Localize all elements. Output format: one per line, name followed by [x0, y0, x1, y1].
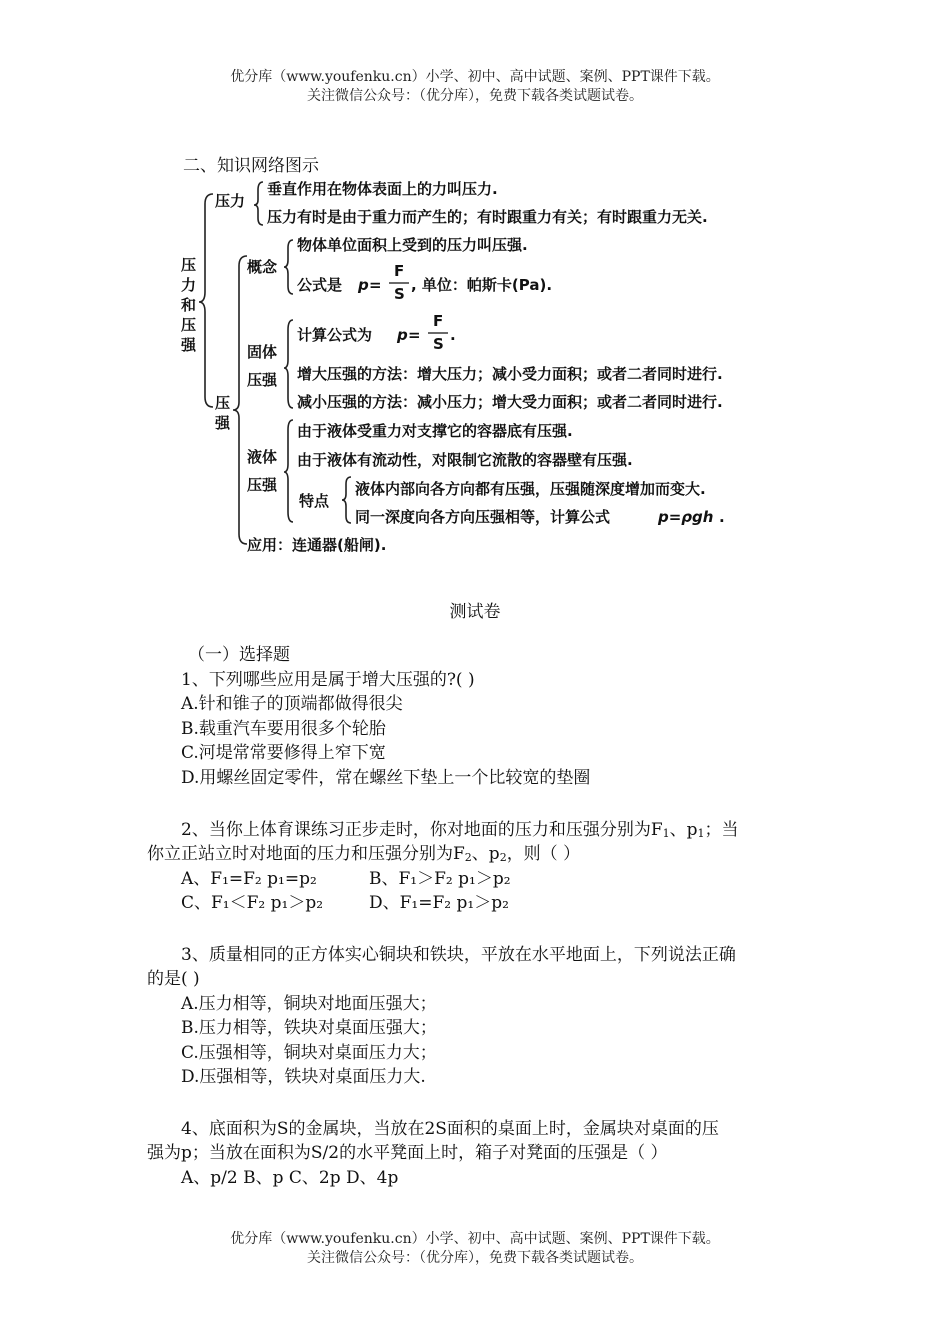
concept-formula-prefix: 公式是 — [297, 276, 343, 294]
feature-2-prefix: 同一深度向各方向压强相等，计算公式 — [355, 508, 611, 526]
footer-line-1: 优分库（www.youfenku.cn）小学、初中、高中试题、案例、PPT课件下载。 — [230, 1231, 720, 1247]
liquid-label: 液体 — [247, 448, 278, 466]
solid-decrease-method: 减小压强的方法：减小压力；增大受力面积；或者二者同时进行. — [297, 393, 723, 411]
pressure-force-brace — [254, 182, 263, 225]
liquid-line-2: 由于液体有流动性，对限制它流散的容器壁有压强. — [297, 451, 633, 469]
main-brace — [199, 194, 213, 407]
solid-brace — [284, 320, 293, 408]
root-label-char: 和 — [181, 296, 197, 314]
features-brace — [342, 477, 351, 523]
question-1-option: A.针和锥子的顶端都做得很尖 — [181, 694, 403, 714]
pressure-label-char: 压 — [215, 394, 231, 412]
pressure-force-label: 压力 — [215, 192, 246, 210]
concept-formula-var: p — [358, 276, 369, 294]
question-3-option: A.压力相等，铜块对地面压强大； — [181, 994, 437, 1014]
concept-formula-denominator: S — [394, 285, 405, 303]
concept-formula-numerator: F — [394, 262, 405, 280]
liquid-line-1: 由于液体受重力对支撑它的容器底有压强. — [297, 422, 573, 440]
question-1-option: B.载重汽车要用很多个轮胎 — [181, 719, 386, 739]
liquid-brace — [284, 420, 293, 522]
question-3-option: D.压强相等，铁块对桌面压力大. — [181, 1067, 426, 1087]
section-heading: 二、知识网络图示 — [183, 156, 319, 176]
question-1-stem: 1、下列哪些应用是属于增大压强的?( ) — [181, 670, 475, 690]
knowledge-network-diagram — [175, 172, 800, 562]
root-label-char: 压 — [181, 316, 197, 334]
pressure-force-item-1: 垂直作用在物体表面上的力叫压力. — [267, 180, 498, 198]
concept-brace — [284, 240, 293, 294]
pressure-label-char: 强 — [215, 414, 231, 432]
solid-label: 压强 — [247, 371, 278, 389]
test-title: 测试卷 — [449, 602, 501, 622]
solid-increase-method: 增大压强的方法：增大压力；减小受力面积；或者二者同时进行. — [297, 365, 723, 383]
application-line: 应用：连通器(船闸). — [247, 536, 387, 554]
question-2-option-d: D、F₁=F₂ p₁＞p₂ — [369, 893, 509, 913]
page-footer — [0, 1230, 950, 1268]
question-3-stem-line-2: 的是( ) — [147, 969, 200, 989]
root-label-char: 压 — [181, 256, 197, 274]
question-4-stem-line-1: 4、底面积为S的金属块，当放在2S面积的桌面上时，金属块对桌面的压 — [181, 1119, 719, 1139]
features-label: 特点 — [299, 492, 330, 510]
solid-calc-suffix: . — [450, 326, 456, 344]
question-3-option: C.压强相等，铜块对桌面压力大； — [181, 1043, 437, 1063]
concept-formula-eq: = — [369, 276, 382, 294]
solid-calc-prefix: 计算公式为 — [297, 326, 373, 344]
question-3-stem-line-1: 3、质量相同的正方体实心铜块和铁块，平放在水平地面上，下列说法正确 — [181, 945, 736, 965]
section-1-title: （一）选择题 — [188, 645, 290, 665]
question-4-options: A、p/2 B、p C、2p D、4p — [181, 1168, 399, 1188]
feature-2-suffix: . — [719, 508, 725, 526]
concept-label: 概念 — [247, 258, 278, 276]
solid-calc-numerator: F — [433, 312, 444, 330]
solid-label: 固体 — [247, 343, 278, 361]
question-2-stem-line-1: 2、当你上体育课练习正步走时，你对地面的压力和压强分别为$F_1$、$p_1$；当 — [181, 820, 739, 840]
page-header — [0, 68, 950, 106]
pressure-force-item-2: 压力有时是由于重力而产生的；有时跟重力有关；有时跟重力无关. — [267, 208, 708, 226]
question-2-option-c: C、F₁＜F₂ p₁＞p₂ — [181, 893, 324, 913]
solid-calc-denominator: S — [433, 335, 444, 353]
question-1-option: D.用螺丝固定零件，常在螺丝下垫上一个比较宽的垫圈 — [181, 768, 591, 788]
header-line-2: 关注微信公众号：（优分库），免费下载各类试题试卷。 — [307, 88, 643, 104]
question-2-option-b: B、F₁＞F₂ p₁＞p₂ — [369, 869, 511, 889]
question-1-option: C.河堤常常要修得上窄下宽 — [181, 743, 386, 763]
liquid-label: 压强 — [247, 476, 278, 494]
footer-line-2: 关注微信公众号：（优分库），免费下载各类试题试卷。 — [307, 1250, 643, 1266]
solid-calc-eq: = — [408, 326, 421, 344]
pressure-brace — [233, 256, 247, 544]
solid-calc-var: p — [397, 326, 408, 344]
question-3-option: B.压力相等，铁块对桌面压强大； — [181, 1018, 437, 1038]
concept-formula-suffix: , 单位：帕斯卡(Pa). — [411, 276, 553, 294]
question-4-stem-line-2: 强为p；当放在面积为S/2的水平凳面上时，箱子对凳面的压强是（ ） — [147, 1143, 668, 1163]
root-label-char: 力 — [181, 276, 197, 294]
header-line-1: 优分库（www.youfenku.cn）小学、初中、高中试题、案例、PPT课件下载。 — [230, 69, 720, 85]
root-label-char: 强 — [181, 336, 197, 354]
feature-2-formula: p=ρgh — [658, 508, 714, 526]
feature-1: 液体内部向各方向都有压强，压强随深度增加而变大. — [355, 480, 706, 498]
concept-definition: 物体单位面积上受到的压力叫压强. — [297, 236, 528, 254]
question-2-stem-line-2: 你立正站立时对地面的压力和压强分别为$F_2$、$p_2$，则（ ） — [147, 844, 581, 864]
question-2-option-a: A、F₁=F₂ p₁=p₂ — [181, 869, 317, 889]
